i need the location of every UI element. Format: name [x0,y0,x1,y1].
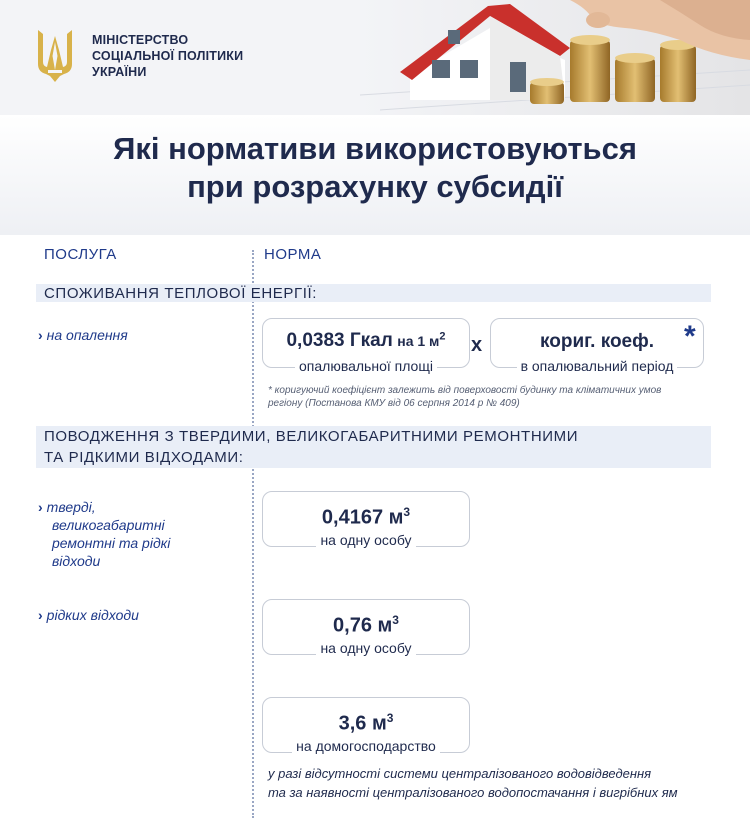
column-header-service: ПОСЛУГА [44,246,117,263]
heating-norm-sup: 2 [439,330,446,343]
liquid-waste-sub: на одну особу [263,640,469,656]
ministry-line-1: МІНІСТЕРСТВО [92,33,189,47]
service-solid-waste [38,498,170,570]
heating-norm-sub: опалювальної площі [263,358,469,374]
ministry-line-3: УКРАЇНИ [92,65,147,79]
chevron-right-icon: › [38,499,43,515]
household-value: 3,6 $м^3$ [338,711,394,735]
liquid-waste-value: 0,76 $м^3$ [333,613,399,637]
title-line-1: Які нормативи використовуються [113,131,637,166]
page-title [0,130,750,206]
solid-waste-norm-box [262,491,470,547]
footnote-line-1: * коригуючий коефіцієнт залежить від поверховості будинку та кліматичних умов [268,385,662,396]
condition-line-2: та за наявності централізованого водопостачання і вигрібних ям [268,785,678,800]
service-heating-label: на опалення [46,327,128,343]
coefficient-value: кориг. коеф. [539,331,655,352]
waste-title-line-1: ПОВОДЖЕННЯ З ТВЕРДИМИ, ВЕЛИКОГАБАРИТНИМИ РЕМОНТНИМИ [44,428,579,445]
chevron-right-icon: › [38,327,43,343]
chevron-right-icon: › [38,607,43,623]
footnote-line-2: регіону (Постанова КМУ від 06 серпня 2014 р № 409) [268,398,520,409]
column-divider [252,250,254,818]
header-banner [0,0,750,115]
solid-waste-line-3: ремонтні та рідкі [52,535,171,551]
household-condition-note [268,764,678,802]
solid-waste-line-2: великогабаритні [52,517,165,533]
asterisk-mark: * [684,320,696,353]
liquid-waste-norm-box [262,599,470,655]
solid-waste-value: 0,4167 $м^3$ [321,505,411,529]
ministry-line-2: СОЦІАЛЬНОЇ ПОЛІТИКИ [92,49,244,63]
heating-norm-value [263,330,469,352]
multiply-sign: х [471,334,483,356]
waste-title-line-2: ТА РІДКИМИ ВІДХОДАМИ: [44,449,244,466]
solid-waste-line-1: тверді, [46,499,96,515]
waste-section-title [44,426,578,468]
ukraine-trident-icon [34,26,76,84]
heating-norm-number: 0,0383 Гкал [286,330,393,351]
ministry-name [92,32,243,80]
liquid-waste-label: рідких відходи [46,607,139,623]
service-heating [38,326,128,344]
household-sub: на домогосподарство [263,738,469,754]
heating-section-title: СПОЖИВАННЯ ТЕПЛОВОЇ ЕНЕРГІЇ: [44,285,318,302]
heating-norm-unit: на 1 м [397,333,440,349]
condition-line-1: у разі відсутності системи централізованого водовідведення [268,766,652,781]
solid-waste-line-4: відходи [52,553,101,569]
solid-waste-sub: на одну особу [263,532,469,548]
house-and-coins-image [360,0,750,115]
heating-norm-box [262,318,470,374]
column-header-norm: НОРМА [264,246,322,263]
coefficient-box [490,318,704,374]
title-line-2: при розрахунку субсидії [187,169,563,204]
service-liquid-waste [38,606,139,624]
coefficient-sub: в опалювальний період [491,358,703,374]
household-norm-box [262,697,470,753]
coefficient-footnote [268,384,661,410]
